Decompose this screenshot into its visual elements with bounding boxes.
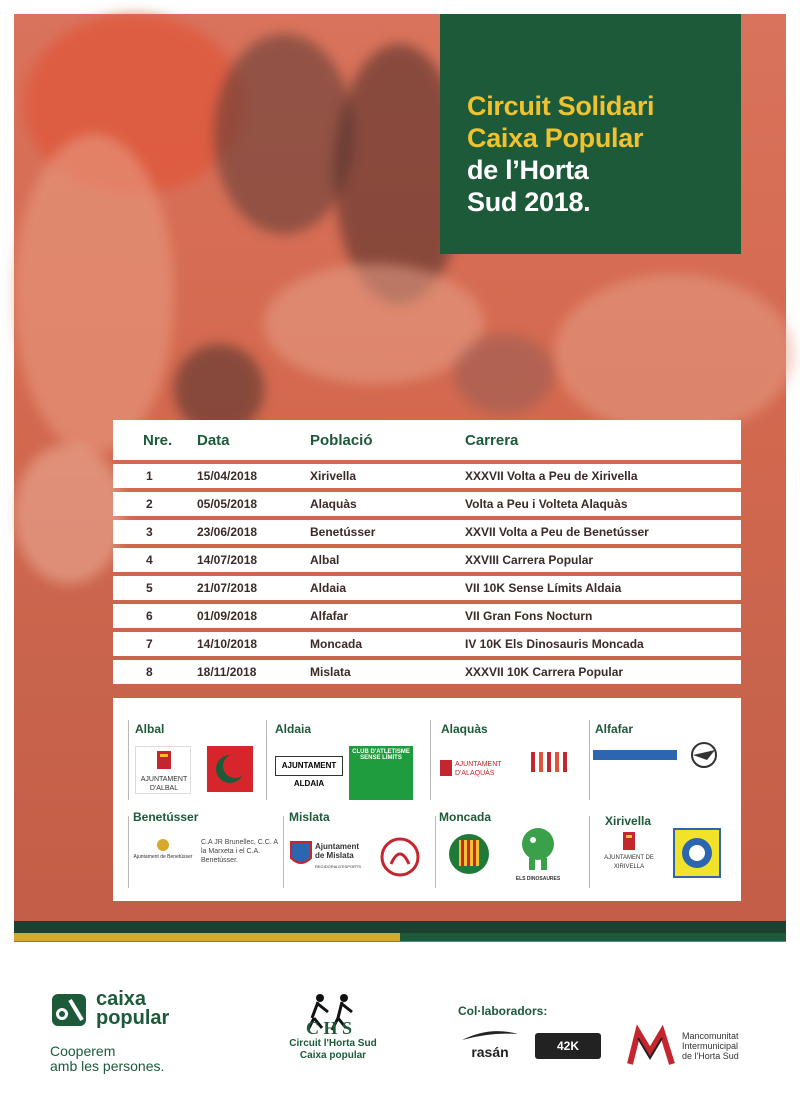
mancomunitat-text xyxy=(682,1031,739,1061)
alfafar-ajuntament-logo xyxy=(593,750,677,760)
benetusser-ajuntament-text: Ajuntament de Benetússer xyxy=(133,854,193,860)
cell-data: 01/09/2018 xyxy=(197,609,258,623)
svg-text:C H S: C H S xyxy=(306,1018,353,1038)
separator xyxy=(430,720,431,800)
crest-icon xyxy=(439,758,453,778)
runner-blur-5 xyxy=(264,264,484,384)
cell-data: 14/10/2018 xyxy=(197,637,258,651)
circuit-line-1: Circuit l'Horta Sud xyxy=(289,1038,377,1049)
crest-icon xyxy=(136,747,192,777)
runner-blur-6 xyxy=(554,274,794,434)
cell-nre: 7 xyxy=(146,637,153,651)
divider-band-green xyxy=(400,933,786,941)
separator xyxy=(283,816,284,888)
separator xyxy=(128,816,129,888)
table-header xyxy=(113,420,741,460)
cell-carrera: VII 10K Sense Límits Aldaia xyxy=(465,581,622,595)
title-line-3: de l’Horta xyxy=(467,155,589,185)
cell-poblacio: Albal xyxy=(310,553,340,567)
benetusser-ajuntament-logo xyxy=(133,838,193,868)
cell-data: 15/04/2018 xyxy=(197,469,258,483)
cell-poblacio: Xirivella xyxy=(310,469,357,483)
cell-poblacio: Moncada xyxy=(310,637,363,651)
brand-line-1: caixa xyxy=(96,988,147,1010)
header-nre: Nre. xyxy=(143,431,173,449)
xirivella-club-logo xyxy=(673,828,721,878)
table-row xyxy=(113,604,741,628)
logo-title-mislata: Mislata xyxy=(289,810,330,824)
moncada-club-text: ELS DINOSAURES xyxy=(515,876,561,882)
crest-icon xyxy=(133,838,193,852)
alaquas-club-logo xyxy=(525,748,575,782)
cell-data: 23/06/2018 xyxy=(197,525,258,539)
mislata-sub-text: REGIDORIA D'ESPORTS xyxy=(315,864,362,869)
mancomunitat-icon xyxy=(628,1028,674,1066)
circuit-line-2: Caixa popular xyxy=(299,1050,367,1061)
brand-slogan xyxy=(50,1044,210,1074)
aldaia-ajuntament-logo: AJUNTAMENT ALDAIA xyxy=(275,756,343,776)
logo-title-moncada: Moncada xyxy=(439,810,492,824)
brand-name xyxy=(96,990,169,1028)
albal-ajuntament-text: AJUNTAMENT D'ALBAL xyxy=(140,776,188,792)
logo-title-albal: Albal xyxy=(135,722,165,736)
cell-data: 05/05/2018 xyxy=(197,497,258,511)
mancomunitat-line-2: Intermunicipal xyxy=(682,1041,739,1051)
crest-icon xyxy=(289,838,313,870)
cell-carrera: XXVII Volta a Peu de Benetússer xyxy=(465,525,649,539)
separator xyxy=(435,816,436,888)
mancomunitat-logo xyxy=(628,1028,758,1068)
collaborators-label: Col·laboradors: xyxy=(458,1004,548,1018)
mislata-ajuntament-text: Ajuntament de Mislata xyxy=(315,842,359,860)
slogan-line-2: amb les persones. xyxy=(50,1058,165,1074)
moncada-ajuntament-logo xyxy=(447,824,491,882)
title-line-2: Caixa Popular xyxy=(467,123,644,153)
circuit-logo xyxy=(268,990,398,1070)
separator xyxy=(128,720,129,800)
cell-data: 18/11/2018 xyxy=(197,665,257,679)
separator xyxy=(266,720,267,800)
mancomunitat-line-1: Mancomunitat xyxy=(682,1031,739,1041)
dinosaur-icon xyxy=(513,822,563,874)
races-table xyxy=(113,420,741,684)
divider-band-dark xyxy=(14,921,786,933)
header-poblacio: Població xyxy=(310,431,373,449)
swoosh-icon xyxy=(460,1028,520,1044)
albal-club-logo xyxy=(207,746,253,792)
table-row xyxy=(113,492,741,516)
separator xyxy=(589,816,590,888)
crest-icon xyxy=(447,824,491,882)
42k-running-logo: 42K running xyxy=(535,1033,601,1059)
runners-icon xyxy=(268,990,398,1038)
xirivella-ajuntament-text: AJUNTAMENT DE XIRIVELLA xyxy=(604,855,654,870)
bird-icon xyxy=(687,740,721,770)
cell-carrera: Volta a Peu i Volteta Alaquàs xyxy=(465,497,628,511)
divider-band-gold xyxy=(14,933,400,941)
club-badge-icon xyxy=(379,836,421,878)
header-carrera: Carrera xyxy=(465,431,519,449)
mancomunitat-line-3: de l'Horta Sud xyxy=(682,1051,739,1061)
cell-carrera: XXXVII Volta a Peu de Xirivella xyxy=(465,469,638,483)
rasan-text: rasán xyxy=(471,1044,509,1060)
club-badge-icon xyxy=(675,830,719,876)
cell-nre: 5 xyxy=(146,581,153,595)
cell-data: 14/07/2018 xyxy=(197,553,258,567)
runners-icon xyxy=(525,748,575,782)
table-row xyxy=(113,520,741,544)
runner-blur-7 xyxy=(14,444,124,584)
cell-poblacio: Aldaia xyxy=(310,581,347,595)
cell-poblacio: Mislata xyxy=(310,665,351,679)
logo-title-benetusser: Benetússer xyxy=(133,810,199,824)
cell-nre: 3 xyxy=(146,525,153,539)
cell-carrera: XXXVII 10K Carrera Popular xyxy=(465,665,624,679)
runner-blur-9 xyxy=(454,334,554,414)
alaquas-ajuntament-text: AJUNTAMENT D'ALAQUÀS xyxy=(455,761,502,777)
cell-carrera: VII Gran Fons Nocturn xyxy=(465,609,593,623)
header-data: Data xyxy=(197,431,230,449)
sponsor-logos-panel xyxy=(113,698,741,901)
cell-poblacio: Alfafar xyxy=(310,609,349,623)
alaquas-ajuntament-logo xyxy=(439,756,511,780)
table-row xyxy=(113,548,741,572)
rasan-logo xyxy=(460,1028,520,1064)
mislata-ajuntament-logo xyxy=(289,836,369,872)
logo-title-alaquas: Alaquàs xyxy=(441,722,488,736)
crest-icon xyxy=(601,830,657,854)
mislata-club-logo xyxy=(379,836,421,878)
cell-nre: 8 xyxy=(146,665,153,679)
caixa-popular-icon xyxy=(50,990,90,1030)
table-row xyxy=(113,576,741,600)
cell-carrera: IV 10K Els Dinosauris Moncada xyxy=(465,637,644,651)
cell-carrera: XXVIII Carrera Popular xyxy=(465,553,594,567)
moncada-club-logo xyxy=(513,822,563,886)
cell-nre: 4 xyxy=(146,553,153,567)
logo-title-alfafar: Alfafar xyxy=(595,722,634,736)
title-box xyxy=(440,14,741,254)
brand-line-2: popular xyxy=(96,1007,170,1029)
benetusser-clubs-text: C.A JR Brunellec, C.C. A la Marxeta i el C.A. Benetússer. xyxy=(201,839,278,864)
cell-nre: 1 xyxy=(146,469,153,483)
cell-nre: 2 xyxy=(146,497,153,511)
moon-icon xyxy=(207,746,253,792)
cell-data: 21/07/2018 xyxy=(197,581,258,595)
title-line-4: Sud 2018. xyxy=(467,187,591,217)
xirivella-ajuntament-logo xyxy=(601,830,657,880)
separator xyxy=(589,720,590,800)
cell-poblacio: Alaquàs xyxy=(310,497,357,511)
cell-nre: 6 xyxy=(146,609,153,623)
table-row xyxy=(113,632,741,656)
runner-blur-2 xyxy=(14,134,174,454)
runner-blur-3 xyxy=(214,34,354,234)
albal-ajuntament-logo xyxy=(135,746,191,794)
logo-title-aldaia: Aldaia xyxy=(275,722,312,736)
aldaia-club-logo: CLUB D'ATLETISME SENSE LÍMITS xyxy=(349,746,413,800)
table-row xyxy=(113,660,741,684)
table-row xyxy=(113,464,741,488)
slogan-line-1: Cooperem xyxy=(50,1043,116,1059)
title-line-1: Circuit Solidari xyxy=(467,91,655,121)
cell-poblacio: Benetússer xyxy=(310,525,376,539)
alfafar-club-logo xyxy=(687,740,721,770)
logo-title-xirivella: Xirivella xyxy=(605,814,652,828)
